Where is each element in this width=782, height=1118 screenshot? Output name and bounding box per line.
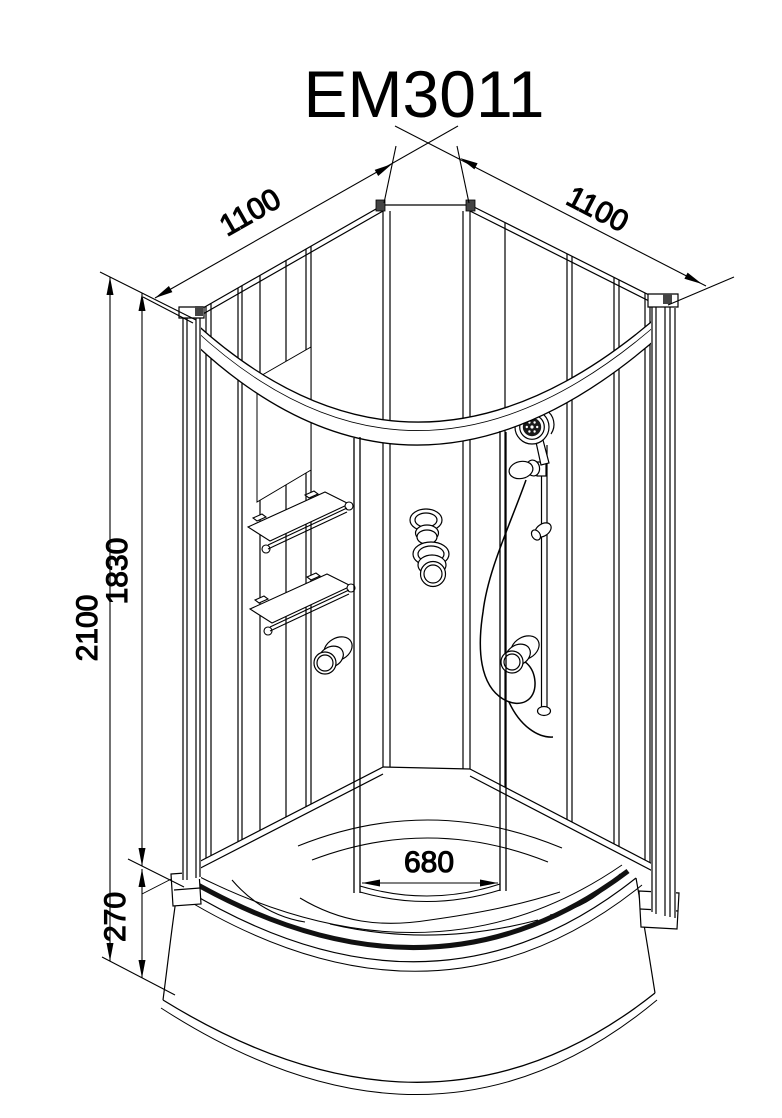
dim-2100-label: 2100 [71,594,104,662]
dimension-2100 [71,277,114,961]
shower-rail-set [480,410,554,737]
shelf-lower [250,573,355,635]
shower-rail [538,445,551,716]
frame-right [648,294,678,918]
shower-tray [142,767,679,1095]
control-knobs [410,509,449,587]
body-jet-right [501,631,543,673]
shelf-upper [248,491,353,553]
body-jet-left [314,632,356,674]
dimension-1100-right [395,126,706,286]
dim-270-label: 270 [99,891,132,943]
dimension-1830 [101,293,146,866]
corner-column [383,205,470,772]
drawing-title: EM3011 [303,57,545,131]
dim-1100-left-label: 1100 [214,182,287,244]
dim-1830-label: 1830 [101,537,134,605]
mirror-panel [257,347,311,502]
frame-left [179,306,204,880]
dimension-270 [99,869,146,978]
dim-1100-right-label: 1100 [561,180,634,239]
dim-680-label: 680 [403,846,455,879]
